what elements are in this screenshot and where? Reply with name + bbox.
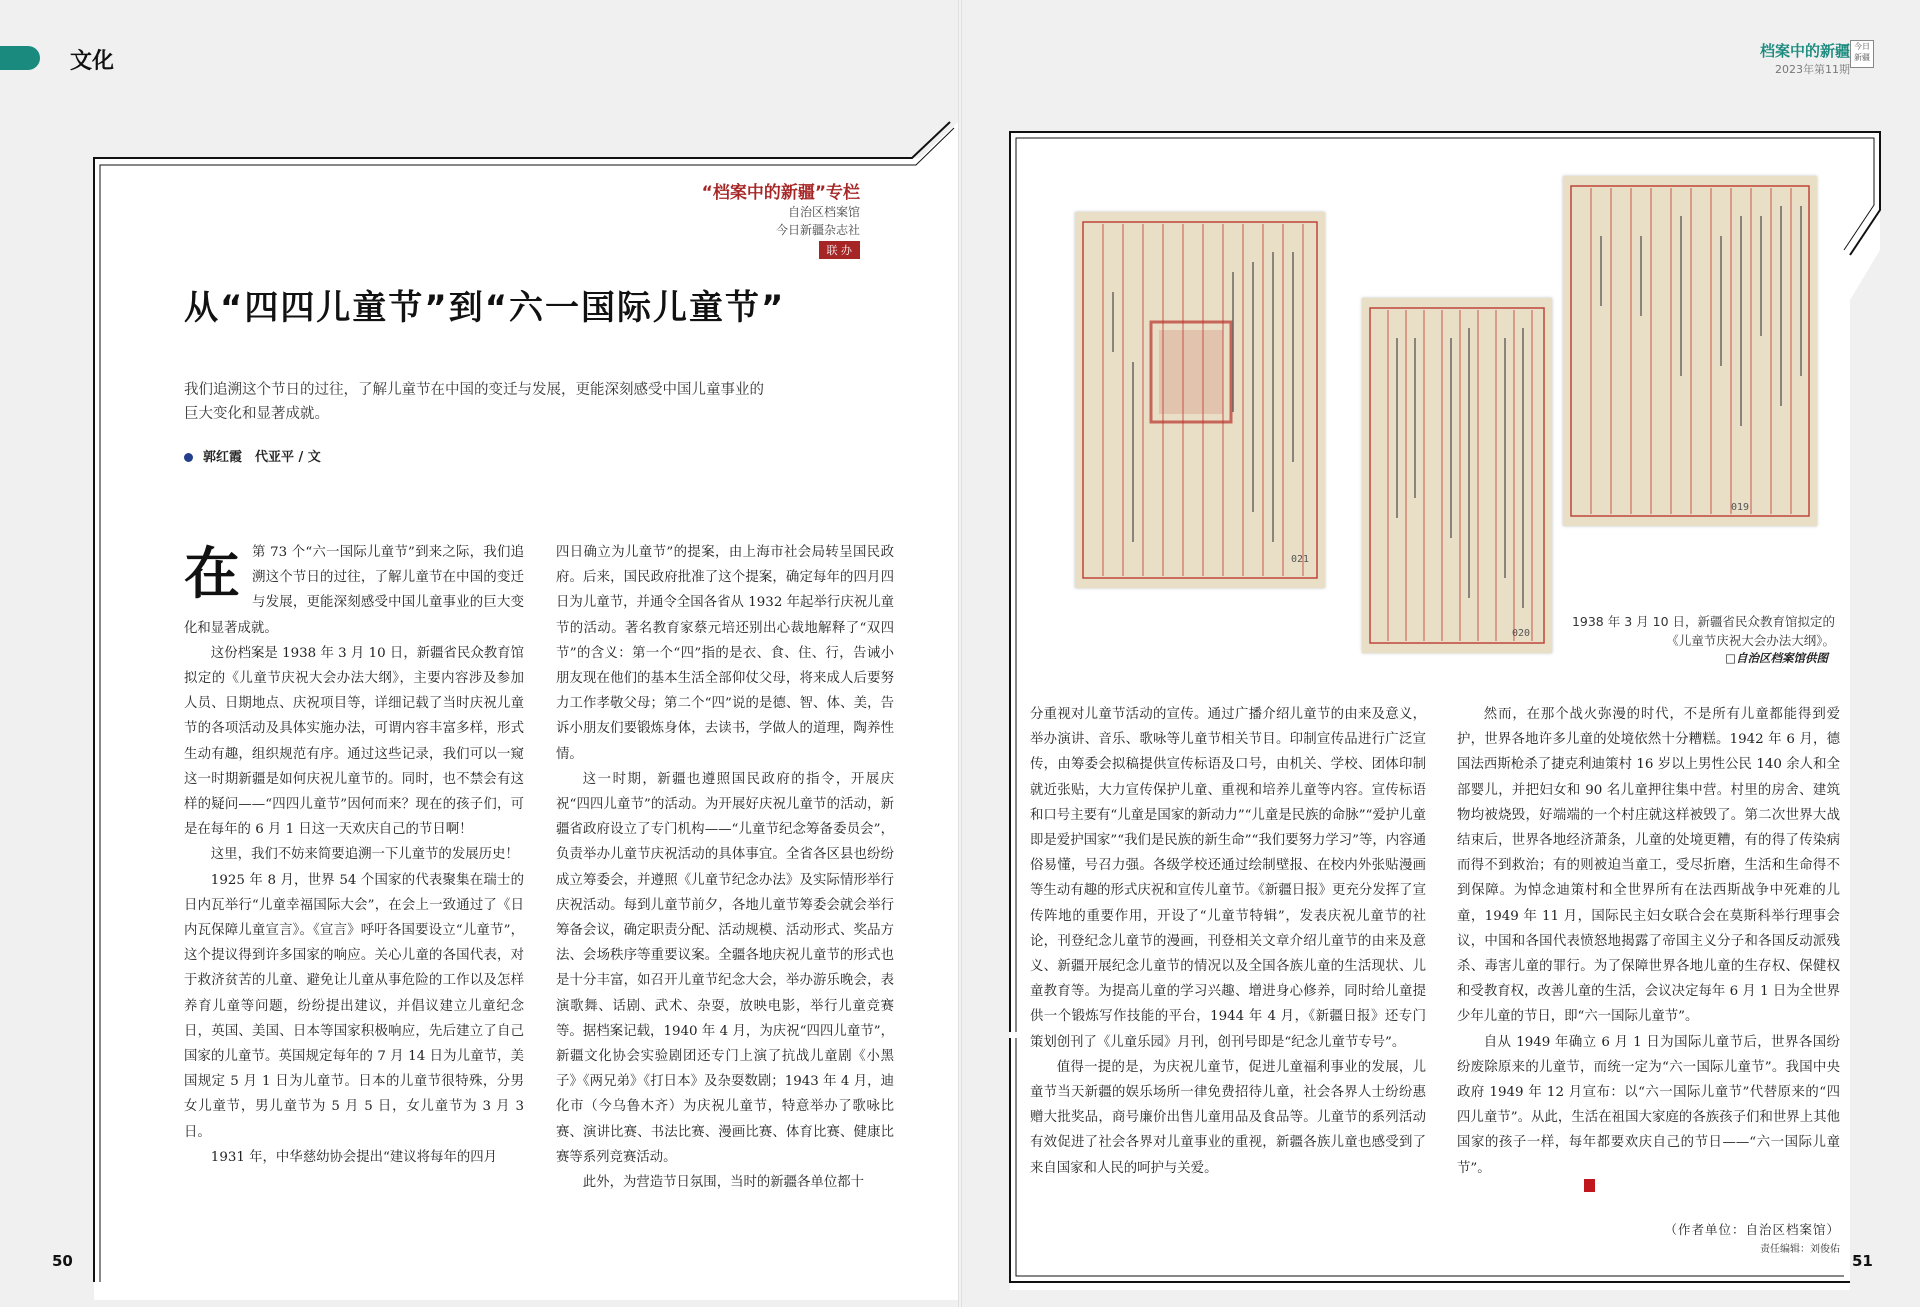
paragraph: 然而，在那个战火弥漫的时代，不是所有儿童都能得到爱护，世界各地许多儿童的处境依然十分糟糕。1942 年 6 月，德国法西斯枪杀了捷克利迪策村 16 岁以上男性公民 140 余人和全部婴儿，并把妇女和 90 名儿童押往集中营。村里的房舍、建筑物均被烧毁，好端端的一个村庄就这样被毁了。第二次世界大战结束后，世界各地经济萧条，儿童的处境更糟，有的得了传染病而得不到救治；有的则被迫当童工，受尽折磨，生活和生命得不到保障。为悼念迪策村和全世界所有在法西斯战争中死难的儿童，1949 年 11 月，国际民主妇女联合会在莫斯科举行理事会议，中国和各国代表愤怒地揭露了帝国主义分子和各国反动派残杀、毒害儿童的罪行。为了保障世界各地儿童的生存权、保健权和受教育权，改善儿童的生活，会议决定每年 6 月 1 日为全世界少年儿童的节日，即“六一国际儿童节”。 bbox=[1457, 707, 1840, 1025]
article-end-mark bbox=[1584, 1179, 1595, 1192]
doc2-page-mark: 020 bbox=[1512, 628, 1531, 639]
author-affiliation: （作者单位：自治区档案馆） bbox=[1664, 1222, 1840, 1237]
right-column-1 bbox=[1030, 702, 1426, 1181]
byline-dot bbox=[184, 453, 193, 462]
paragraph: 这份档案是 1938 年 3 月 10 日，新疆省民众教育馆拟定的《儿童节庆祝大会办法大纲》，主要内容涉及参加人员、日期地点、庆祝项目等，详细记载了当时庆祝儿童节的各项活动及具体实施办法，可谓内容丰富多样，形式生动有趣，组织规范有序。通过这些记录，我们可以一窥这一时期新疆是如何庆祝儿童节的。同时，也不禁会有这样的疑问——“四四儿童节”因何而来？现在的孩子们，可是在每年的 6 月 1 日这一天欢庆自己的节日啊！ bbox=[184, 645, 524, 838]
paragraph: 分重视对儿童节活动的宣传。通过广播介绍儿童节的由来及意义，举办演讲、音乐、歌咏等儿童节相关节目。印制宣传品进行广泛宣传，由筹委会拟稿提供宣传标语及口号，由机关、学校、团体印制就近张贴，大力宣传保护儿童、重视和培养儿童等内容。宣传标语和口号主要有“儿童是国家的新动力”“儿童是民族的命脉”“爱护儿童即是爱护国家”“我们是民族的新生命”“我们要努力学习”等，内容通俗易懂，号召力强。各级学校还通过绘制壁报、在校内外张贴漫画等生动有趣的形式庆祝和宣传儿童节。《新疆日报》更充分发挥了宣传阵地的重要作用，开设了“儿童节特辑”，发表庆祝儿童节的社论，刊登纪念儿童节的漫画，刊登相关文章介绍儿童节的由来及意义、新疆开展纪念儿童节的情况以及全国各族儿童的生活现状、儿童教育等。为提高儿童的学习兴趣、增进身心修养，同时给儿童提供一个锻炼写作技能的平台，1944 年 4 月，《新疆日报》还专门策划创刊了《儿童乐园》月刊，创刊号即是“纪念儿童节专号”。 bbox=[1030, 707, 1426, 1050]
paragraph: 自从 1949 年确立 6 月 1 日为国际儿童节后，世界各国纷纷废除原来的儿童节，而统一定为“六一国际儿童节”。我国中央政府 1949 年 12 月宣布：以“六一国际儿童节”代替原来的“四四儿童节”。从此，生活在祖国大家庭的各族孩子们和世界上其他国家的孩子一样，每年都要欢庆自己的节日——“六一国际儿童节”。 bbox=[1457, 1034, 1840, 1176]
section-label: 文化 bbox=[70, 49, 115, 74]
issue-label: 2023年第11期 bbox=[1775, 63, 1850, 76]
paragraph: 这一时期，新疆也遵照国民政府的指令，开展庆祝“四四儿童节”的活动。为开展好庆祝儿童节的活动，新疆省政府设立了专门机构——“儿童节纪念筹备委员会”，负责举办儿童节庆祝活动的具体事宜。全省各区县也纷纷成立筹委会，并遵照《儿童节纪念办法》及实际情形举行庆祝活动。每到儿童节前夕，各地儿童节筹委会就会举行筹备会议，确定职责分配、活动规模、活动形式、奖品方法、会场秩序等重要议案。全疆各地庆祝儿童节的形式也是十分丰富，如召开儿童节纪念大会，举办游乐晚会，表演歌舞、话剧、武术、杂耍，放映电影，举行儿童竞赛等。据档案记载，1940 年 4 月，为庆祝“四四儿童节”，新疆文化协会实验剧团还专门上演了抗战儿童剧《小黑子》《两兄弟》《打日本》及杂耍数剧；1943 年 4 月，迪化市（今乌鲁木齐）为庆祝儿童节，特意举办了歌咏比赛、演讲比赛、书法比赛、漫画比赛、体育比赛、健康比赛等系列竞赛活动。 bbox=[556, 771, 894, 1165]
doc3-page-mark: 019 bbox=[1731, 502, 1750, 513]
page-number-right: 51 bbox=[1852, 1252, 1873, 1270]
magazine-logo: 今日新疆 bbox=[1850, 40, 1874, 68]
drop-cap: 在 bbox=[184, 541, 240, 607]
left-column-2 bbox=[556, 540, 894, 1195]
magazine-header bbox=[1760, 40, 1850, 77]
paragraph: 1925 年 8 月，世界 54 个国家的代表聚集在瑞士的日内瓦举行“儿童幸福国际大会”，在会上一致通过了《日内瓦保障儿童宣言》。《宣言》呼吁各国要设立“儿童节”，这个提议得到许多国家的响应。关心儿童的各国代表，对于救济贫苦的儿童、避免让儿童从事危险的工作以及怎样养育儿童等问题，纷纷提出建议，并倡议建立儿童纪念日，英国、美国、日本等国家积极响应，先后建立了自己国家的儿童节。英国规定每年的 7 月 14 日为儿童节，美国规定 5 月 1 日为儿童节。日本的儿童节很特殊，分男女儿童节，男儿童节为 5 月 5 日，女儿童节为 3 月 3 日。 bbox=[184, 872, 524, 1140]
document-ruling bbox=[1075, 212, 1325, 588]
paragraph: 第 73 个“六一国际儿童节”到来之际，我们追溯这个节日的过往，了解儿童节在中国的变迁与发展，更能深刻感受中国儿童事业的巨大变化和显著成就。 bbox=[184, 545, 524, 636]
archive-document-1 bbox=[1075, 212, 1325, 588]
image-caption: 1938 年 3 月 10 日，新疆省民众教育馆拟定的《儿童节庆祝大会办法大纲》。 bbox=[1571, 614, 1835, 648]
article-lead: 我们追溯这个节日的过往，了解儿童节在中国的变迁与发展，更能深刻感受中国儿童事业的巨大变化和显著成就。 bbox=[184, 382, 764, 422]
magazine-column-name: 档案中的新疆 bbox=[1759, 42, 1850, 60]
archive-document-3 bbox=[1563, 176, 1817, 526]
paragraph: 1931 年，中华慈幼协会提出“建议将每年的四月 bbox=[210, 1149, 498, 1165]
document-ruling bbox=[1362, 298, 1552, 653]
paragraph: 四日确立为儿童节”的提案，由上海市社会局转呈国民政府。后来，国民政府批准了这个提案，确定每年的四月四日为儿童节，并通令全国各省从 1932 年起举行庆祝儿童节的活动。著名教育家蔡元培还别出心裁地解释了“双四节”的含义：第一个“四”指的是衣、食、住、行，告诫小朋友现在他们的基本生活全部仰仗父母，将来成人后要努力工作孝敬父母；第二个“四”说的是德、智、体、美，告诉小朋友们要锻炼身体，去读书，学做人的道理，陶养性情。 bbox=[556, 545, 894, 762]
byline-authors: 郭红霞 代亚平 / 文 bbox=[203, 450, 321, 465]
byline bbox=[184, 446, 321, 465]
paragraph: 这里，我们不妨来简要追溯一下儿童节的发展历史！ bbox=[210, 847, 519, 863]
paragraph: 值得一提的是，为庆祝儿童节，促进儿童福利事业的发展，儿童节当天新疆的娱乐场所一律免费招待儿童，社会各界人士纷纷惠赠大批奖品，商号廉价出售儿童用品及食品等。儿童节的系列活动有效促进了社会各界对儿童事业的重视，新疆各族儿童也感受到了来自国家和人民的呵护与关爱。 bbox=[1030, 1059, 1426, 1176]
column-title: “档案中的新疆”专栏 bbox=[701, 183, 860, 203]
column-tag bbox=[600, 178, 860, 259]
doc1-page-mark: 021 bbox=[1291, 554, 1310, 565]
document-ruling bbox=[1563, 176, 1817, 526]
photo-credit: □自治区档案馆供图 bbox=[1725, 651, 1828, 665]
column-org-1: 自治区档案馆 bbox=[787, 205, 860, 219]
right-column-2 bbox=[1457, 702, 1840, 1181]
section-tab-marker bbox=[0, 46, 40, 70]
page-number-left: 50 bbox=[52, 1252, 73, 1270]
archive-document-2 bbox=[1362, 298, 1552, 653]
editor-credit: 责任编辑：刘俊佑 bbox=[1760, 1244, 1840, 1255]
left-column-1 bbox=[184, 540, 524, 1170]
article-title: 从“四四儿童节”到“六一国际儿童节” bbox=[184, 288, 786, 328]
column-org-2: 今日新疆杂志社 bbox=[775, 223, 860, 237]
joint-badge: 联 办 bbox=[819, 241, 861, 259]
paragraph: 此外，为营造节日氛围，当时的新疆各单位都十 bbox=[582, 1175, 864, 1191]
